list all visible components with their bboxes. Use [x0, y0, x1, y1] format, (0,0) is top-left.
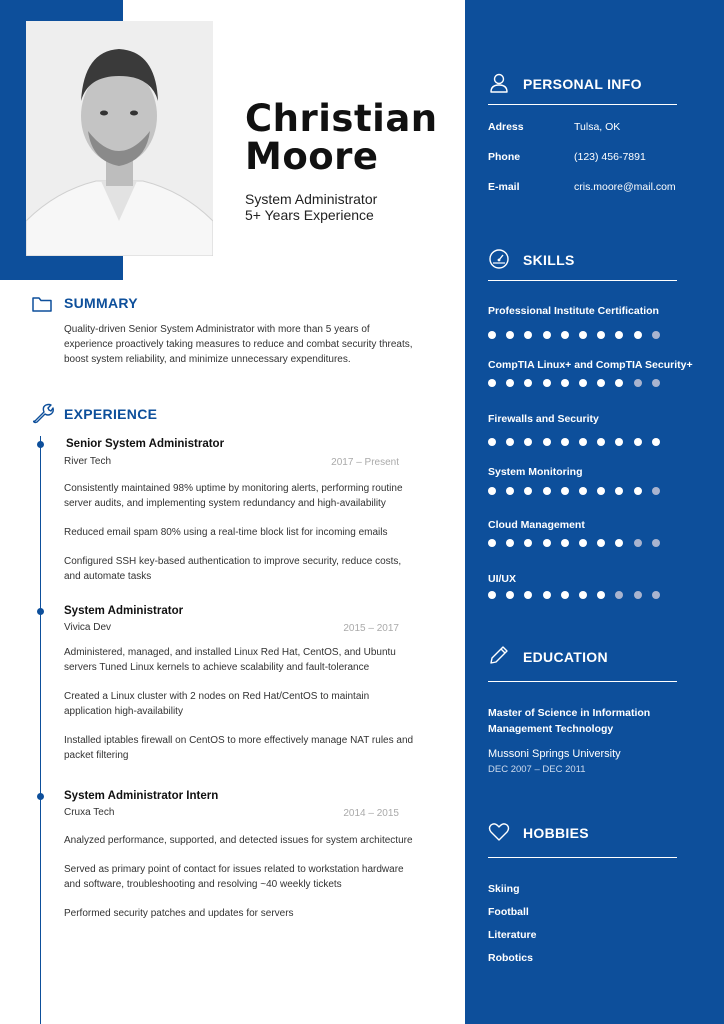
skill-dot-filled: [524, 487, 532, 495]
skill-dot-filled: [579, 487, 587, 495]
skill-dot-filled: [561, 487, 569, 495]
divider: [488, 857, 677, 858]
skill-dot-filled: [543, 487, 551, 495]
skill-dot-empty: [652, 379, 660, 387]
job-title: System Administrator Intern: [64, 790, 219, 802]
skill-dot-empty: [652, 487, 660, 495]
experience-years: 5+ Years Experience: [245, 207, 374, 223]
skill-dot-empty: [652, 539, 660, 547]
skill-dot-filled: [579, 331, 587, 339]
skill-dot-filled: [524, 331, 532, 339]
skill-dot-filled: [597, 438, 605, 446]
skill-dot-filled: [506, 379, 514, 387]
skill-dot-filled: [524, 438, 532, 446]
skill-dot-filled: [561, 331, 569, 339]
hobbies-heading: HOBBIES: [523, 825, 589, 841]
skill-name: Professional Institute Certification: [488, 305, 659, 317]
personal-info-heading: PERSONAL INFO: [523, 76, 642, 92]
skill-dot-filled: [488, 331, 496, 339]
skill-rating: [488, 539, 668, 547]
hobby-item: Robotics: [488, 952, 533, 964]
summary-text: Quality-driven Senior System Administrator with more than 5 years of experience proactively taking measures to reduce and combat security threats, boost system reliability, and minimize unnecessary expenditures.: [64, 324, 413, 365]
skills-heading: SKILLS: [523, 252, 575, 268]
job-bullet: Analyzed performance, supported, and detected issues for system architecture: [64, 835, 413, 846]
skill-dot-empty: [634, 591, 642, 599]
skill-rating: [488, 591, 668, 599]
summary-heading: SUMMARY: [64, 295, 138, 311]
skill-rating: [488, 438, 668, 446]
skill-dot-filled: [561, 438, 569, 446]
skill-dot-filled: [488, 591, 496, 599]
skill-dot-empty: [634, 379, 642, 387]
skill-dot-filled: [579, 379, 587, 387]
experience-timeline: [40, 436, 41, 1024]
job-title: Senior System Administrator: [66, 438, 225, 450]
first-name: Christian: [245, 97, 438, 140]
job-dates: 2017 – Present: [331, 457, 399, 468]
skill-dot-filled: [561, 591, 569, 599]
speedometer-icon: [488, 248, 510, 270]
timeline-dot: [37, 608, 44, 615]
skill-dot-filled: [488, 539, 496, 547]
skill-dot-filled: [597, 331, 605, 339]
job-bullet: Created a Linux cluster with 2 nodes on Red Hat/CentOS to maintain application high-availability: [64, 691, 370, 717]
job-bullet: Performed security patches and updates for servers: [64, 908, 294, 919]
skill-dot-filled: [543, 379, 551, 387]
user-icon: [488, 72, 510, 94]
timeline-dot: [37, 441, 44, 448]
education-heading: EDUCATION: [523, 649, 608, 665]
skill-dot-filled: [579, 591, 587, 599]
info-value-address: Tulsa, OK: [574, 121, 621, 133]
hobby-item: Literature: [488, 929, 537, 941]
skill-dot-filled: [652, 438, 660, 446]
job-bullet: Administered, managed, and installed Linux Red Hat, CentOS, and Ubuntu servers Tuned Linux kernels to achieve scalability and fault-tolerance: [64, 647, 396, 673]
skill-dot-filled: [561, 379, 569, 387]
job-bullet: Configured SSH key-based authentication to improve security, reduce costs, and automate tasks: [64, 556, 402, 582]
skill-dot-filled: [506, 331, 514, 339]
job-bullet: Installed iptables firewall on CentOS to more effectively manage NAT rules and packet filtering: [64, 735, 414, 761]
skill-name: System Monitoring: [488, 466, 583, 478]
job-bullet: Reduced email spam 80% using a real-time block list for incoming emails: [64, 527, 388, 538]
skill-dot-filled: [597, 379, 605, 387]
skill-dot-filled: [579, 438, 587, 446]
skill-dot-filled: [597, 487, 605, 495]
info-value-phone: (123) 456-7891: [574, 151, 646, 163]
skill-dot-filled: [597, 591, 605, 599]
skill-dot-filled: [597, 539, 605, 547]
education-degree: Master of Science in Information Management Technology: [488, 707, 651, 735]
skill-dot-filled: [506, 487, 514, 495]
job-company: Vivica Dev: [64, 622, 112, 633]
skill-dot-empty: [652, 331, 660, 339]
skill-dot-filled: [615, 438, 623, 446]
timeline-dot: [37, 793, 44, 800]
education-school: Mussoni Springs University: [488, 748, 621, 760]
skill-dot-filled: [634, 331, 642, 339]
skill-name: Firewalls and Security: [488, 413, 599, 425]
skill-dot-filled: [488, 438, 496, 446]
heart-icon: [488, 821, 510, 843]
wrench-icon: [32, 402, 54, 424]
skill-dot-filled: [543, 539, 551, 547]
full-name: [245, 97, 438, 178]
education-dates: DEC 2007 – DEC 2011: [488, 764, 586, 775]
hobby-item: Football: [488, 906, 529, 918]
skill-dot-filled: [488, 487, 496, 495]
skill-dot-empty: [634, 539, 642, 547]
skill-dot-filled: [524, 379, 532, 387]
divider: [488, 681, 677, 682]
profile-photo: [26, 21, 213, 256]
skill-rating: [488, 331, 668, 339]
skill-dot-filled: [634, 487, 642, 495]
hobby-item: Skiing: [488, 883, 520, 895]
skill-dot-filled: [561, 539, 569, 547]
skill-dot-filled: [506, 438, 514, 446]
job-title: System Administrator: [64, 605, 184, 617]
role-block: [245, 191, 377, 223]
skill-dot-filled: [543, 591, 551, 599]
skill-dot-empty: [615, 591, 623, 599]
skill-name: Cloud Management: [488, 519, 585, 531]
skill-dot-filled: [615, 487, 623, 495]
skill-dot-filled: [506, 539, 514, 547]
info-label-email: E-mail: [488, 181, 520, 193]
skill-dot-filled: [615, 331, 623, 339]
skill-dot-filled: [634, 438, 642, 446]
skill-name: UI/UX: [488, 573, 517, 585]
skill-dot-empty: [652, 591, 660, 599]
skill-dot-filled: [543, 438, 551, 446]
job-dates: 2014 – 2015: [343, 808, 399, 819]
job-dates: 2015 – 2017: [343, 623, 399, 634]
job-company: Cruxa Tech: [64, 807, 115, 818]
job-role: System Administrator: [245, 191, 378, 207]
skill-dot-filled: [506, 591, 514, 599]
skill-name: CompTIA Linux+ and CompTIA Security+: [488, 359, 693, 371]
job-company: River Tech: [64, 456, 112, 467]
last-name: Moore: [245, 135, 379, 178]
skill-dot-filled: [488, 379, 496, 387]
divider: [488, 104, 677, 105]
skill-dot-filled: [543, 331, 551, 339]
info-label-phone: Phone: [488, 151, 521, 163]
skill-dot-filled: [615, 379, 623, 387]
skill-dot-filled: [524, 591, 532, 599]
skill-rating: [488, 487, 668, 495]
pencil-icon: [488, 644, 510, 666]
skill-dot-filled: [524, 539, 532, 547]
info-value-email: cris.moore@mail.com: [574, 181, 676, 193]
divider: [488, 280, 677, 281]
skill-rating: [488, 379, 668, 387]
info-label-address: Adress: [488, 121, 524, 133]
skill-dot-filled: [615, 539, 623, 547]
skill-dot-filled: [579, 539, 587, 547]
experience-heading: EXPERIENCE: [64, 406, 158, 422]
folder-icon: [31, 293, 53, 315]
job-bullet: Served as primary point of contact for issues related to workstation hardware and software, troubleshooting and resolving ~40 weekly tickets: [64, 864, 404, 890]
job-bullet: Consistently maintained 98% uptime by monitoring alerts, performing routine server audits, and implementing system redundancy and high-availability: [64, 483, 403, 509]
